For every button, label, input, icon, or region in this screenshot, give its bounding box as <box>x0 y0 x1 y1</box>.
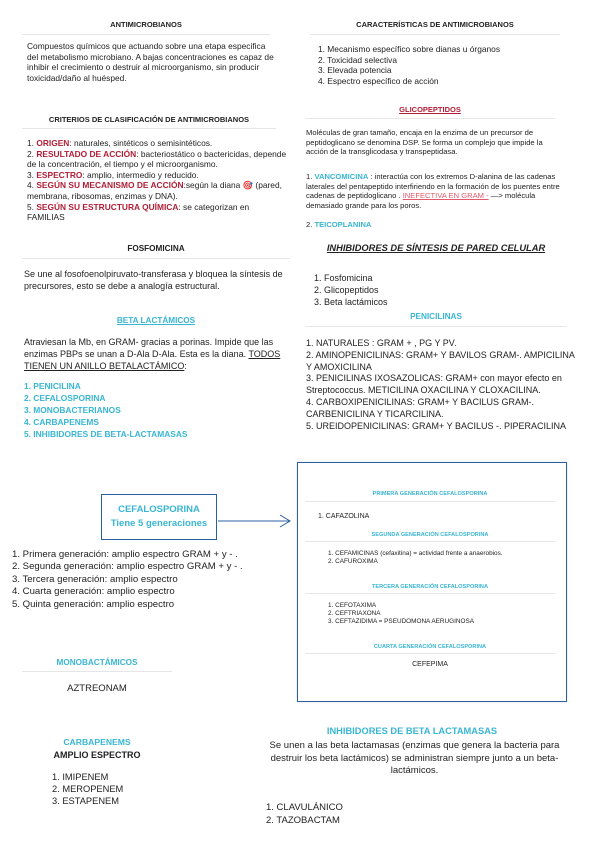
divider <box>310 34 560 35</box>
glicopeptidos-title: GLICOPEPTIDOS <box>399 105 461 114</box>
list-item: 3. PENICILINAS IXOSAZOLICAS: GRAM+ con mayor efecto en Streptococcus. METICILINA OXACILINA Y CLOXACILINA. <box>306 373 562 396</box>
tercera-generacion-title: TERCERA GENERACIÓN CEFALOSPORINA <box>371 584 489 590</box>
list-item: 2. CEFALOSPORINA <box>24 393 106 403</box>
list-item: 1. Primera generación: amplio espectro GRAM + y - . <box>12 549 238 560</box>
list-item: 2. TAZOBACTAM <box>266 815 340 826</box>
list-item: 1. CEFAMICINAS (cefaxitina) = actividad frente a anaerobios. <box>328 550 503 557</box>
divider <box>305 541 555 542</box>
list-item: 5. INHIBIDORES DE BETA-LACTAMASAS <box>24 429 188 439</box>
tercera-generacion-list <box>328 602 553 626</box>
list-item: 1. NATURALES : GRAM + , PG Y PV. <box>306 338 457 348</box>
list-item: 3. CEFTAZIDIMA = PSEUDOMONA AERUGINOSA <box>328 618 475 625</box>
antimicrobianos-title: ANTIMICROBIANOS <box>110 20 182 29</box>
monobactamicos-item: AZTREONAM <box>67 683 127 694</box>
beta-lactamicos-list <box>24 380 284 440</box>
carbapenems-subtitle: AMPLIO ESPECTRO <box>53 750 141 760</box>
antimicrobianos-text: Compuestos químicos que actuando sobre una etapa especifica del metabolismo microbiano. A bajas concentraciones es capaz de inhibir el crecimiento o destruir al microorganismo, sin producir toxicidad/daño al huésped. <box>27 41 274 83</box>
list-item: 2. CAFUROXIMA <box>328 558 378 565</box>
carbapenems-title: CARBAPENEMS <box>63 737 131 747</box>
list-item: 2. CEFTRIAXONA <box>328 610 381 617</box>
inhibidores-beta-list <box>266 801 466 827</box>
list-item: 1. PENICILINA <box>24 381 81 391</box>
list-item: 4. Cuarta generación: amplio espectro <box>12 586 175 598</box>
cefalosporina-title: CEFALOSPORINA <box>118 504 200 515</box>
beta-lactamicos-title: BETA LACTÁMICOS <box>116 316 196 325</box>
beta-lactamicos-text: Atraviesan la Mb, en GRAM- gracias a porinas. Impide que las enzimas PBPs se unan a D-Ala D-Ala. Esta es la diana. TODOS TIENEN UN ANILLO BETALACTÁMICO: <box>24 337 281 371</box>
divider <box>22 128 276 129</box>
divider <box>22 258 290 259</box>
divider <box>305 118 555 119</box>
list-item: 1. Mecanismo específico sobre dianas u órganos <box>318 44 501 54</box>
list-item: 1. CLAVULÁNICO <box>266 802 343 813</box>
list-item: 2. Toxicidad selectiva <box>318 54 397 65</box>
list-item: 2. Segunda generación: amplio espectro GRAM + y - . <box>12 561 243 573</box>
list-item: 4. Espectro específico de acción <box>318 75 439 86</box>
caracteristicas-title: CARACTERÍSTICAS DE ANTIMICROBIANOS <box>356 20 514 29</box>
criterio-item: 3. ESPECTRO: amplio, intermedio y reducido. <box>27 169 199 180</box>
criterio-item: 5. SEGÚN SU ESTRUCTURA QUÍMICA: se categorizan en FAMILIAS <box>27 201 250 223</box>
primera-generacion-title: PRIMERA GENERACIÓN CEFALOSPORINA <box>372 491 488 497</box>
divider <box>305 501 555 502</box>
caracteristicas-list <box>318 44 558 86</box>
cefalosporina-box <box>101 494 217 540</box>
inhibidores-pared-list <box>314 272 554 308</box>
list-item: 4. CARBAPENEMS <box>24 417 99 427</box>
cuarta-generacion-title: CUARTA GENERACIÓN CEFALOSPORINA <box>373 644 487 650</box>
glicopeptidos-item-2: 2. TEICOPLANINA <box>306 220 372 229</box>
list-item: 2. Glicopeptidos <box>314 285 379 295</box>
list-item: 1. IMIPENEM <box>52 772 109 782</box>
cuarta-generacion-item: CEFEPIMA <box>412 661 448 668</box>
criterio-item: 2. RESULTADO DE ACCIÓN: bacteriostático o bactericidas, depende de la concentración, el tiempo y el microorganismo. <box>27 148 287 170</box>
divider <box>22 671 172 672</box>
inhibidores-beta-text: Se unen a las beta lactamasas (enzimas que genera la bacteria para destruir los beta lactámicos) se administran siempre junto a un beta- lactámicos. <box>269 740 560 776</box>
divider <box>305 326 567 327</box>
list-item: 1. CEFOTAXIMA <box>328 602 377 609</box>
penicilinas-title: PENICILINAS <box>410 312 462 321</box>
list-item: 3. Tercera generación: amplio espectro <box>12 573 178 585</box>
glicopeptidos-item-1: 1. VANCOMICINA : interactúa con los extremos D-alanina de las cadenas laterales del pentapeptido interfiriendo en la formación de los puentes entre cadenas de peptidoglicano . INEFECTIVA EN GRAM - —> molécula demasiado grande para los poros. <box>306 172 560 210</box>
criterios-list <box>27 138 287 223</box>
divider <box>305 653 555 654</box>
carbapenems-list <box>52 771 192 807</box>
penicilinas-list <box>306 338 581 432</box>
divider <box>305 593 555 594</box>
list-item: 3. Beta lactámicos <box>314 297 388 307</box>
divider <box>22 34 270 35</box>
criterio-item: 4. SEGÚN SU MECANISMO DE ACCIÓN:según la diana 🎯 (pared, membrana, ribosomas, enzimas y DNA). <box>27 180 282 201</box>
fosfomicina-title: FOSFOMICINA <box>127 244 185 253</box>
cefalosporina-subtitle: Tiene 5 generaciones <box>110 518 208 529</box>
glicopeptidos-text: Moléculas de gran tamaño, encaja en la enzima de un precursor de peptidoglicano se denomina DSP. Se forma un complejo que impide la acción de la transglicodasa y transpeptidasa. <box>306 128 543 157</box>
list-item: 3. MONOBACTERIANOS <box>24 405 121 415</box>
list-item: 3. Elevada potencia <box>318 65 392 76</box>
fosfomicina-text: Se une al fosofoenolpiruvato-transferasa y bloquea la síntesis de precursores, esto se debe a analogía estructural. <box>24 269 283 291</box>
criterio-item: 1. ORIGEN: naturales, sintéticos o semisintéticos. <box>27 138 213 148</box>
criterios-title: CRITERIOS DE CLASIFICACIÓN DE ANTIMICROBIANOS <box>48 115 250 124</box>
list-item: 3. ESTAPENEM <box>52 796 119 806</box>
list-item: 2. MEROPENEM <box>52 784 124 794</box>
inhibidores-pared-title: INHIBIDORES DE SÍNTESIS DE PARED CELULAR <box>326 243 546 253</box>
list-item: 1. Fosfomicina <box>314 273 373 283</box>
list-item: 4. CARBOXIPENICILINAS: GRAM+ Y BACILUS GRAM-. CARBENICILINA Y TICARCILINA. <box>306 396 534 419</box>
segunda-generacion-title: SEGUNDA GENERACIÓN CEFALOSPORINA <box>371 532 489 538</box>
primera-generacion-list <box>318 512 548 521</box>
cefalosporina-list <box>12 549 282 611</box>
segunda-generacion-list <box>328 550 553 566</box>
list-item: 1. CAFAZOLINA <box>318 513 370 520</box>
list-item: 5. UREIDOPENICILINAS: GRAM+ Y BACILUS -. PIPERACILINA <box>306 420 566 431</box>
list-item: 2. AMINOPENICILINAS: GRAM+ Y BAVILOS GRAM-. AMPICILINA Y AMOXICILINA <box>306 349 575 372</box>
arrow-right-icon <box>218 513 294 529</box>
monobactamicos-title: MONOBACTÁMICOS <box>56 658 138 667</box>
inhibidores-beta-title: INHIBIDORES DE BETA LACTAMASAS <box>326 726 498 736</box>
list-item: 5. Quinta generación: amplio espectro <box>12 598 175 610</box>
